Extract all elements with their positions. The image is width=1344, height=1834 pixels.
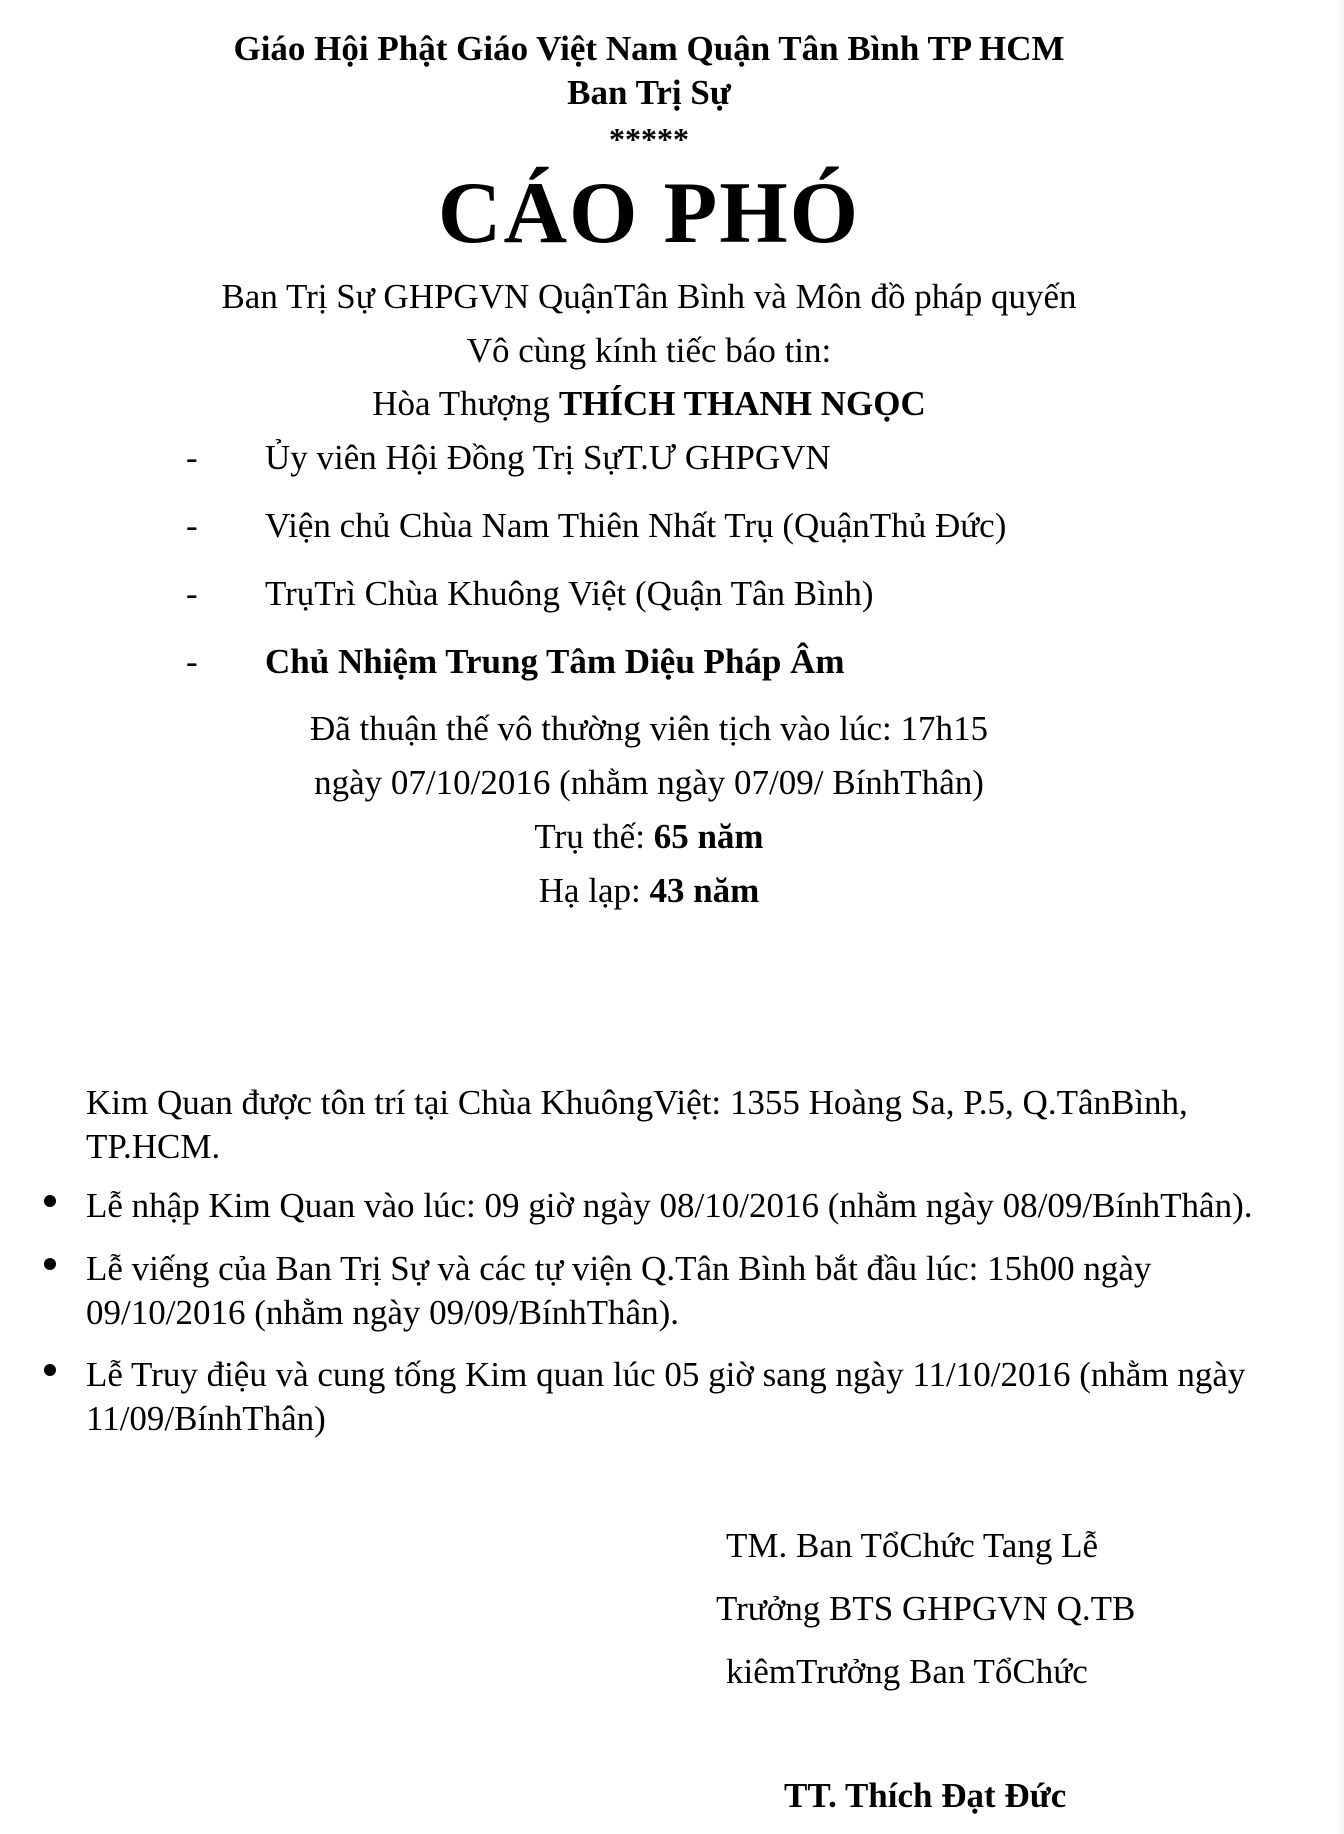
age-line	[0, 816, 1298, 858]
bullet-icon	[44, 1364, 56, 1376]
signer-name: TT. Thích Đạt Đức	[784, 1776, 1067, 1815]
age-label: Trụ thế:	[534, 817, 654, 856]
intro-line-1: Ban Trị Sự GHPGVN QuậnTân Bình và Môn đồ pháp quyến	[221, 277, 1077, 316]
role-item: Chủ Nhiệm Trung Tâm Diệu Pháp Âm	[265, 642, 845, 681]
bullet-icon	[44, 1195, 56, 1207]
role-dash: -	[186, 642, 198, 681]
intro-line-2: Vô cùng kính tiếc báo tin:	[466, 331, 832, 370]
ceremony-item: Lễ nhập Kim Quan vào lúc: 09 giờ ngày 08/10/2016 (nhằm ngày 08/09/BínhThân).	[86, 1186, 1253, 1225]
page-edge-shadow	[1336, 0, 1344, 1834]
age-value: 65 năm	[653, 817, 764, 856]
passing-date: ngày 07/10/2016 (nhằm ngày 07/09/ BínhThân)	[314, 763, 984, 802]
dharma-years-line	[0, 870, 1298, 912]
role-item: Viện chủ Chùa Nam Thiên Nhất Trụ (QuậnThủ Đức)	[265, 506, 1007, 545]
role-item: Ủy viên Hội Đồng Trị SựT.Ư GHPGVN	[265, 438, 831, 477]
location-paragraph: Kim Quan được tôn trí tại Chùa KhuôngViệt: 1355 Hoàng Sa, P.5, Q.TânBình, TP.HCM.	[86, 1083, 1188, 1166]
role-dash: -	[186, 438, 198, 477]
bullet-icon	[44, 1258, 56, 1270]
deceased-name-line	[0, 383, 1298, 425]
organization-heading: Giáo Hội Phật Giáo Việt Nam Quận Tân Bình TP HCM	[233, 29, 1065, 68]
ceremony-item: Lễ viếng của Ban Trị Sự và các tự viện Q.Tân Bình bắt đầu lúc: 15h00 ngày 09/10/2016 (nhằm ngày 09/09/BínhThân).	[86, 1249, 1152, 1332]
role-item: TrụTrì Chùa Khuông Việt (Quận Tân Bình)	[265, 574, 874, 613]
separator-stars: *****	[609, 121, 689, 157]
dharma-years-label: Hạ lạp:	[538, 871, 650, 910]
role-dash: -	[186, 506, 198, 545]
page-title: CÁO PHÓ	[437, 165, 861, 262]
ceremony-item: Lễ Truy điệu và cung tống Kim quan lúc 05 giờ sang ngày 11/10/2016 (nhằm ngày 11/09/BínhThân)	[86, 1355, 1246, 1438]
signature-line-2: Trưởng BTS GHPGVN Q.TB	[716, 1589, 1136, 1628]
deceased-name: THÍCH THANH NGỌC	[558, 384, 926, 423]
role-dash: -	[186, 574, 198, 613]
signature-line-3: kiêmTrưởng Ban TổChức	[726, 1652, 1088, 1691]
honorific: Hòa Thượng	[372, 384, 559, 423]
dharma-years-value: 43 năm	[649, 871, 760, 910]
passing-time: Đã thuận thế vô thường viên tịch vào lúc: 17h15	[309, 709, 989, 748]
committee-heading: Ban Trị Sự	[567, 73, 731, 112]
signature-line-1: TM. Ban TổChức Tang Lễ	[726, 1526, 1098, 1565]
